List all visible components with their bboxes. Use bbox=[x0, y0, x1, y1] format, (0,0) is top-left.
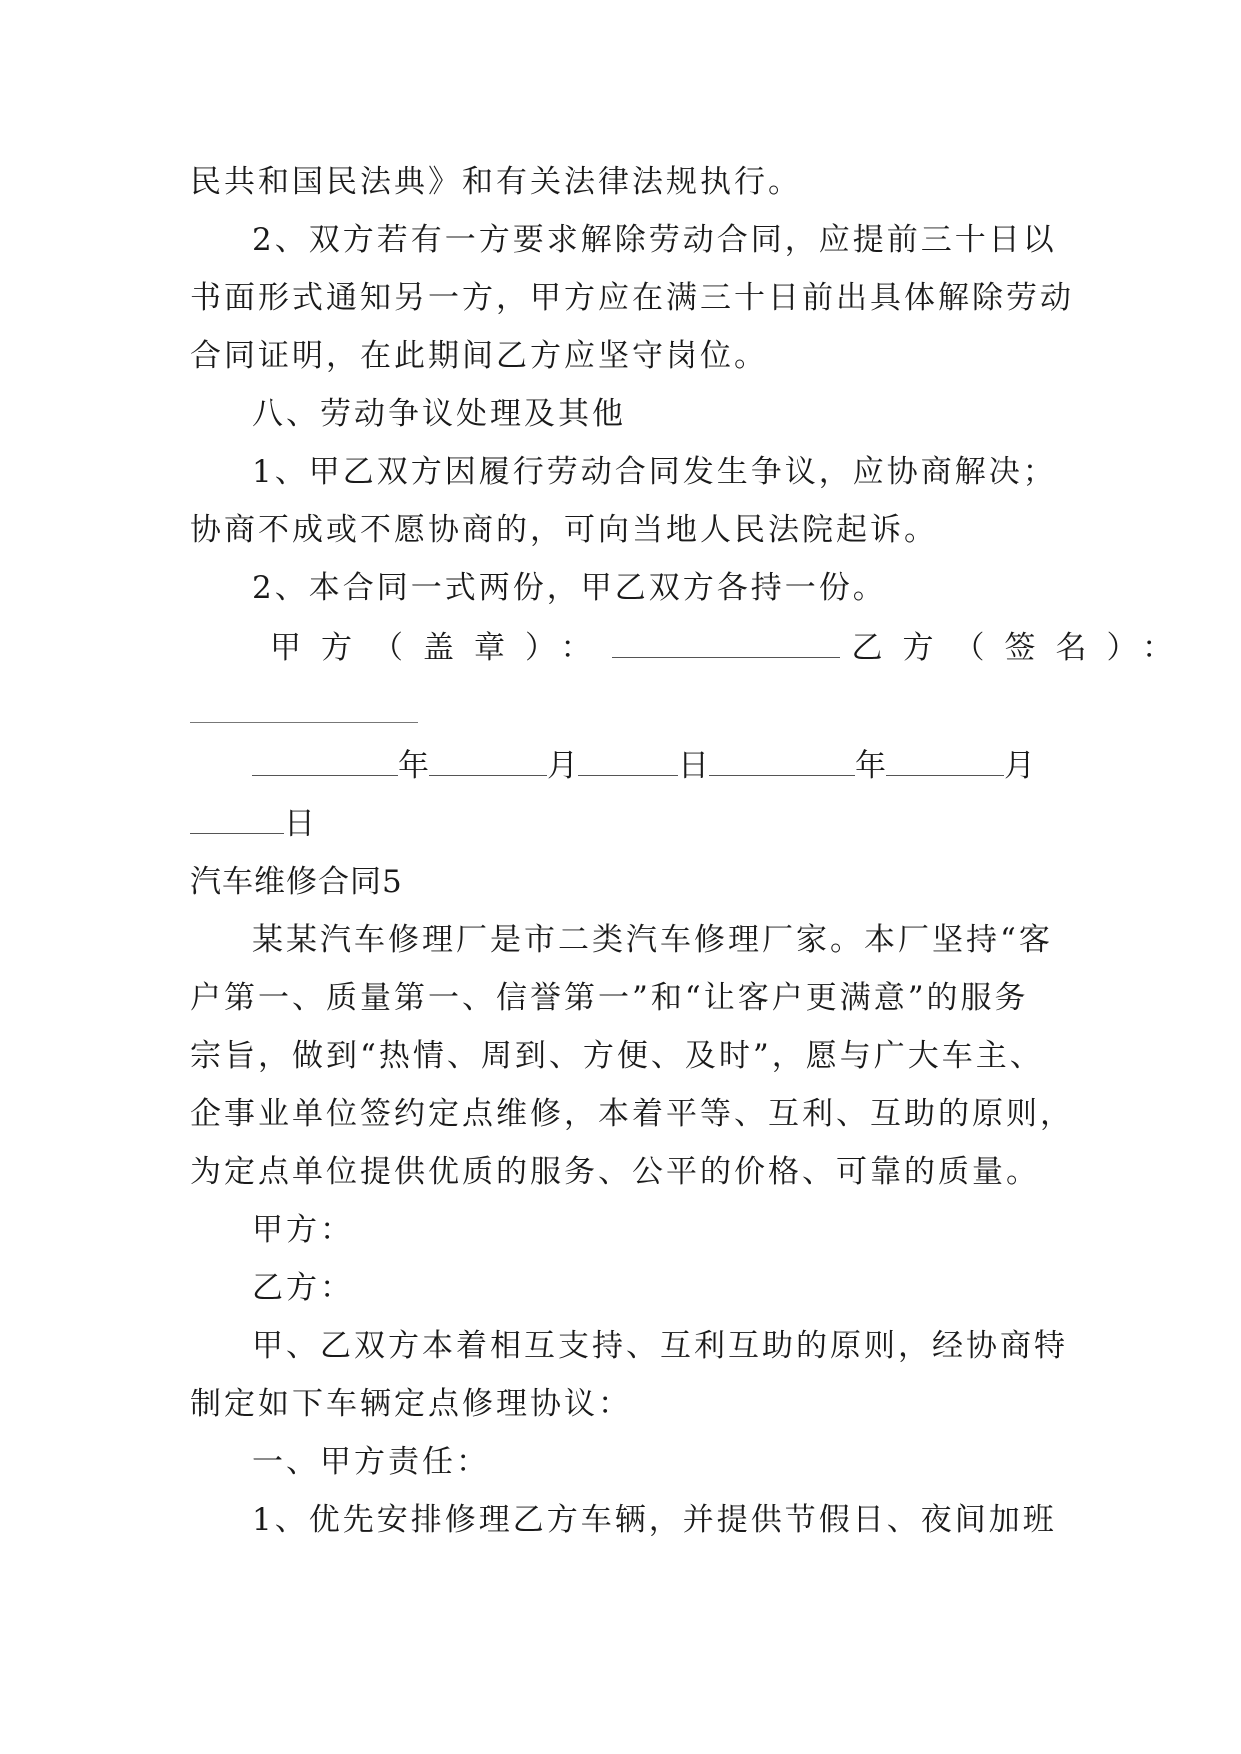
date-tail bbox=[190, 803, 315, 844]
date-row bbox=[252, 745, 1070, 785]
signature-row bbox=[270, 628, 1193, 668]
text-line: 为定点单位提供优质的服务、公平的价格、可靠的质量。 bbox=[190, 1154, 1040, 1190]
text-line: 合同证明，在此期间乙方应坚守岗位。 bbox=[190, 338, 768, 374]
text-line: 企事业单位签约定点维修，本着平等、互利、互助的原则， bbox=[190, 1096, 1074, 1132]
text-line: 制定如下车辆定点修理协议： bbox=[190, 1386, 632, 1422]
text-line: 书面形式通知另一方，甲方应在满三十日前出具体解除劳动 bbox=[190, 280, 1074, 316]
day-blank bbox=[190, 803, 284, 834]
text-line: 2、本合同一式两份，甲乙双方各持一份。 bbox=[252, 570, 887, 606]
year-blank bbox=[252, 745, 398, 776]
text-line: 甲、乙双方本着相互支持、互利互助的原则，经协商特 bbox=[252, 1328, 1068, 1364]
party-b-signature-label: 乙方（签名）： bbox=[851, 630, 1193, 666]
section-heading: 八、劳动争议处理及其他 bbox=[252, 396, 626, 432]
section-heading: 一、甲方责任： bbox=[252, 1444, 490, 1480]
day-label: 日 bbox=[284, 806, 315, 842]
party-a-signature-label: 甲方（盖章）： bbox=[270, 630, 612, 666]
text-line: 1、甲乙双方因履行劳动合同发生争议，应协商解决； bbox=[252, 454, 1057, 490]
party-a-label: 甲方： bbox=[252, 1212, 354, 1248]
text-line: 1、优先安排修理乙方车辆，并提供节假日、夜间加班 bbox=[252, 1502, 1057, 1538]
text-line: 某某汽车修理厂是市二类汽车修理厂家。本厂坚持“客 bbox=[252, 922, 1053, 958]
section-title: 汽车维修合同5 bbox=[190, 864, 403, 900]
year-label: 年 bbox=[398, 748, 429, 784]
year-label: 年 bbox=[855, 748, 886, 784]
text-line: 协商不成或不愿协商的，可向当地人民法院起诉。 bbox=[190, 512, 938, 548]
party-a-signature-blank bbox=[612, 629, 840, 658]
month-blank bbox=[429, 745, 547, 776]
month-label: 月 bbox=[1004, 748, 1035, 784]
month-label: 月 bbox=[547, 748, 578, 784]
party-b-signature-blank bbox=[190, 722, 418, 723]
text-line: 宗旨，做到“热情、周到、方便、及时”，愿与广大车主、 bbox=[190, 1038, 1044, 1074]
day-blank bbox=[578, 745, 678, 776]
text-line: 民共和国民法典》和有关法律法规执行。 bbox=[190, 164, 802, 200]
party-b-label: 乙方： bbox=[252, 1270, 354, 1306]
day-label: 日 bbox=[678, 748, 709, 784]
text-line: 户第一、质量第一、信誉第一”和“让客户更满意”的服务 bbox=[190, 980, 1029, 1016]
year-blank bbox=[709, 745, 855, 776]
text-line: 2、双方若有一方要求解除劳动合同，应提前三十日以 bbox=[252, 222, 1057, 258]
month-blank bbox=[886, 745, 1004, 776]
